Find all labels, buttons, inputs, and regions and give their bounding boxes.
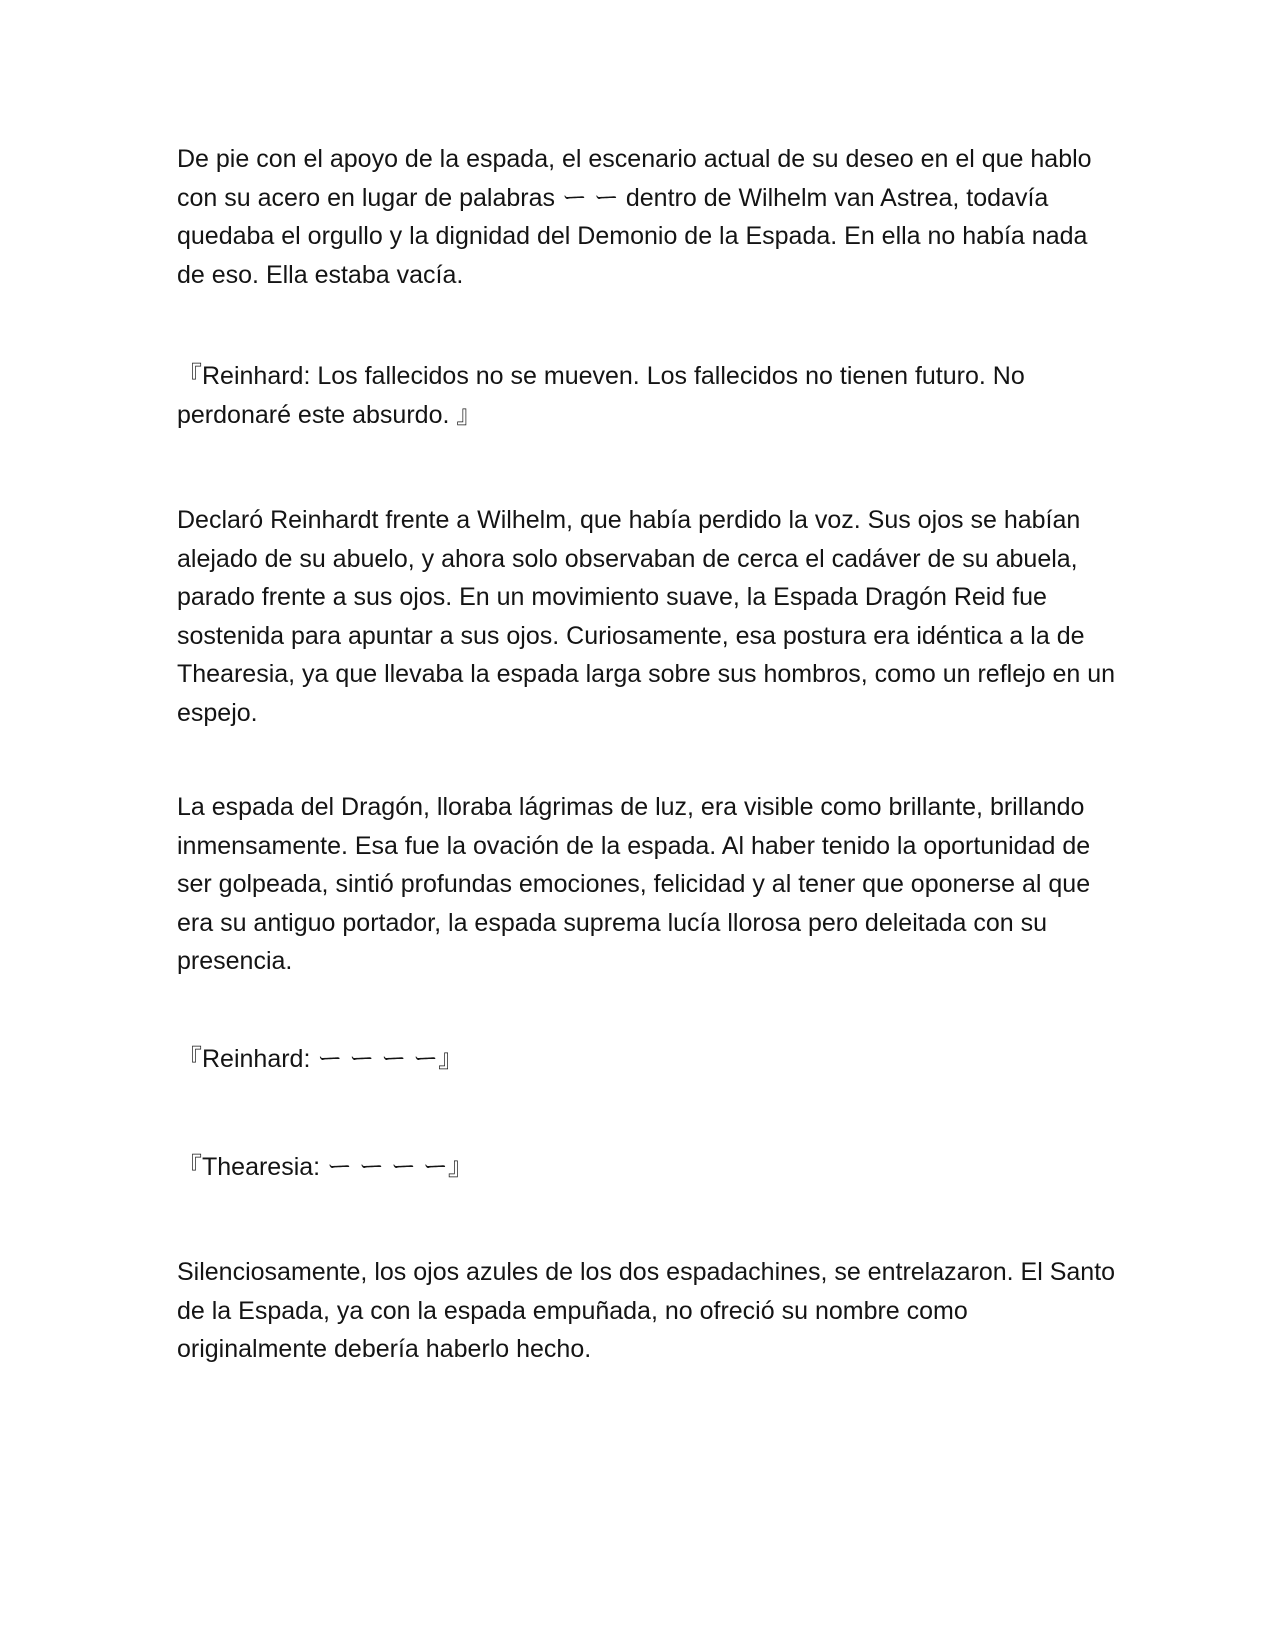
dialogue-reinhard-silence: 『Reinhard: ー ー ー ー』 (177, 1045, 464, 1073)
dialogue-thearesia-silence: 『Thearesia: ー ー ー ー』 (177, 1153, 473, 1181)
paragraph-eyes-intertwined: Silenciosamente, los ojos azules de los dos espadachines, se entrelazaron. El Santo de la Espada, ya con la espada empuñada, no ofreció su nombre como originalmente debería haberlo hecho. (177, 1258, 1116, 1363)
paragraph-dragon-sword: La espada del Dragón, lloraba lágrimas de luz, era visible como brillante, brillando inmensamente. Esa fue la ovación de la espada. Al haber tenido la oportunidad de ser golpeada, sintió profundas emociones, felicidad y al tener que oponerse al que era su antiguo portador, la espada suprema lucía llorosa pero deleitada con su presencia. (177, 793, 1091, 975)
paragraph-reinhardt-declares: Declaró Reinhardt frente a Wilhelm, que había perdido la voz. Sus ojos se habían alejado de su abuelo, y ahora solo observaban de cerca el cadáver de su abuela, parado frente a sus ojos. En un movimiento suave, la Espada Dragón Reid fue sostenida para apuntar a sus ojos. Curiosamente, esa postura era idéntica a la de Thearesia, ya que llevaba la espada larga sobre sus hombros, como un reflejo en un espejo. (177, 506, 1116, 727)
dialogue-reinhard-absurd: 『Reinhard: Los fallecidos no se mueven. Los fallecidos no tienen futuro. No perdonaré este absurdo. 』 (177, 362, 1025, 429)
paragraph-wilhelm-sword: De pie con el apoyo de la espada, el escenario actual de su deseo en el que hablo con su acero en lugar de palabras ー ー dentro de Wilhelm van Astrea, todavía quedaba el orgullo y la dignidad del Demonio de la Espada. En ella no había nada de eso. Ella estaba vacía. (177, 145, 1092, 289)
